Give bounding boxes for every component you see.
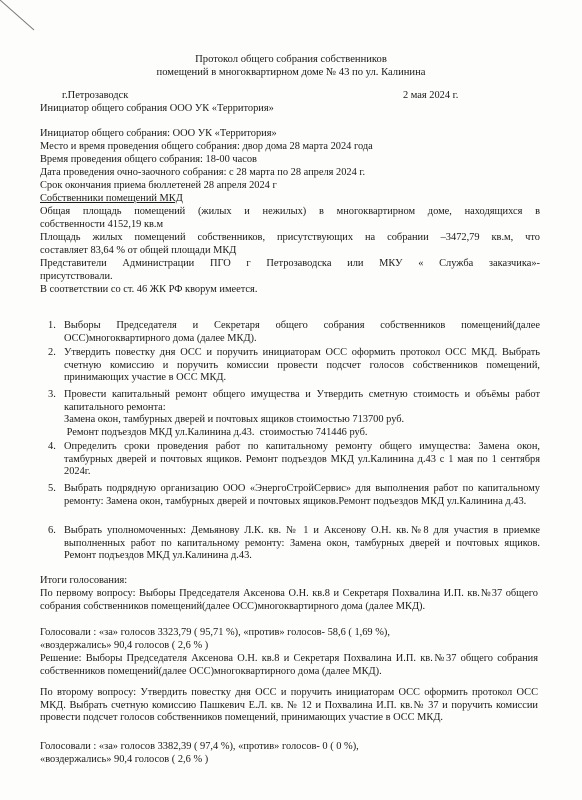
agenda-item <box>28 525 540 564</box>
document-title-line-1: Протокол общего собрания собственников <box>195 54 387 65</box>
document-date: 2 мая 2024 г. <box>403 90 459 101</box>
ballot-deadline: Срок окончания приема бюллетеней 28 апреля 2024 г <box>40 180 277 191</box>
agenda-item <box>28 441 540 480</box>
agenda-item-text: Выбрать подрядную организацию ООО «ЭнергоСтройСервис» для выполнения работ по капитальному ремонту: Замена окон, тамбурных дверей и почтовых ящиков.Ремонт подъездов МКД ул.Калинина д.43. <box>64 483 540 507</box>
city: г.Петрозаводск <box>62 90 129 101</box>
question-1-text: По первому вопросу: Выборы Председателя Аксенова О.Н. кв.8 и Секретаря Похвалина И.П. кв.№37 общего собрания собственников помещений(далее ОСС)многоквартирного дома (далее МКД). <box>40 588 538 612</box>
total-area-line-2: собственности 4152,19 кв.м <box>40 219 164 230</box>
initiator: Инициатор общего собрания: ООО УК «Территория» <box>40 128 277 139</box>
question-1-decision: Решение: Выборы Председателя Аксенова О.Н. кв.8 и Секретаря Похвалина И.П. кв.№37 общего собрания собственников помещений(далее ОСС)многоквартирного дома (далее МКД). <box>40 653 538 677</box>
initiator-top: Инициатор общего собрания ООО УК «Территория» <box>40 103 274 114</box>
present-area-line-1: Площадь жилых помещений собственников, присутствующих на собрании –3472,79 кв.м, что <box>40 232 540 243</box>
question-2-votes-line-2: «воздержались» 90,4 голосов ( 2,6 % ) <box>40 754 209 765</box>
place-and-time: Место и время проведения общего собрания: двор дома 28 марта 2024 года <box>40 141 373 152</box>
agenda-item-number: 1. <box>48 320 56 331</box>
agenda-item <box>28 483 540 522</box>
owners-heading: Собственники помещений МКД <box>40 193 183 204</box>
agenda-item <box>28 347 540 386</box>
agenda-item <box>28 320 540 346</box>
agenda-item <box>28 389 540 440</box>
meeting-time: Время проведения общего собрания: 18-00 часов <box>40 154 257 165</box>
representatives-line-1: Представители Администрации ПГО г Петрозаводска или МКУ « Служба заказчика»- <box>40 258 540 269</box>
agenda-item-cost-1: Замена окон, тамбурных дверей и почтовых ящиков стоимостью 713700 руб. <box>64 414 405 426</box>
agenda-item-text: Утвердить повестку дня ОСС и поручить инициаторам ОСС оформить протокол ОСС МКД. Выбрать счетную комиссию и поручить комиссии провести подсчет голосов собственников помещений, принимающих участие в ОСС МКД. <box>64 347 540 384</box>
agenda-item-number: 6. <box>48 525 56 536</box>
agenda-item-number: 5. <box>48 483 56 494</box>
question-1-votes-line-1: Голосовали : «за» голосов 3323,79 ( 95,71 %), «против» голосов- 58,6 ( 1,69 %), <box>40 627 390 638</box>
agenda-item-cost-2: Ремонт подъездов МКД ул.Калинина д.43. стоимостью 741446 руб. <box>64 426 368 438</box>
agenda-item-text: Определить сроки проведения работ по капитальному ремонту общего имущества: Замена окон, тамбурных дверей и почтовых ящиков. Ремонт подъездов МКД ул.Калинина д.43 с 1 мая по 1 сентября 2024г. <box>64 441 540 478</box>
question-2-votes-line-1: Голосовали : «за» голосов 3382,39 ( 97,4 %), «против» голосов- 0 ( 0 %), <box>40 741 359 752</box>
scan-corner-mark <box>0 0 40 40</box>
question-2-text: По второму вопросу: Утвердить повестку дня ОСС и поручить инициаторам ОСС оформить протокол ОСС МКД. Выбрать счетную комиссию Пашкевич Е.Л. кв. № 12 и Похвалина И.П. кв.№ 37 и поручить комиссии провести подсчет голосов собственников помещений, принимающих участие в ОСС МКД. <box>40 687 538 724</box>
agenda-item-text: Провести капитальный ремонт общего имущества и Утвердить сметную стоимость и объёмы работ капитального ремонта: <box>64 389 540 413</box>
agenda-item-number: 4. <box>48 441 56 452</box>
total-area-line-1: Общая площадь помещений (жилых и нежилых) в многоквартирном доме, находящихся в <box>40 206 540 217</box>
agenda-item-text: Выборы Председателя и Секретаря общего собрания собственников помещений(далее ОСС)многоквартирного дома (далее МКД). <box>64 320 540 344</box>
meeting-dates: Дата проведения очно-заочного собрания: с 28 марта по 28 апреля 2024 г. <box>40 167 366 178</box>
representatives-line-2: присутствовали. <box>40 271 113 282</box>
agenda-item-number: 3. <box>48 389 56 400</box>
quorum-statement: В соответствии со ст. 46 ЖК РФ кворум имеется. <box>40 284 258 295</box>
question-1-votes-line-2: «воздержались» 90,4 голосов ( 2,6 % ) <box>40 640 209 651</box>
results-heading: Итоги голосования: <box>40 575 128 586</box>
agenda-item-text: Выбрать уполномоченных: Демьянову Л.К. кв. № 1 и Аксенову О.Н. кв.№8 для участия в приемке выполненных работ по капитальному ремонту: Замена окон, тамбурных дверей и почтовых ящиков. Ремонт подъездов МКД ул.Калинина д.43. <box>64 525 540 562</box>
present-area-line-2: составляет 83,64 % от общей площади МКД <box>40 245 237 256</box>
agenda-item-number: 2. <box>48 347 56 358</box>
document-title-line-2: помещений в многоквартирном доме № 43 по ул. Калинина <box>156 67 426 78</box>
